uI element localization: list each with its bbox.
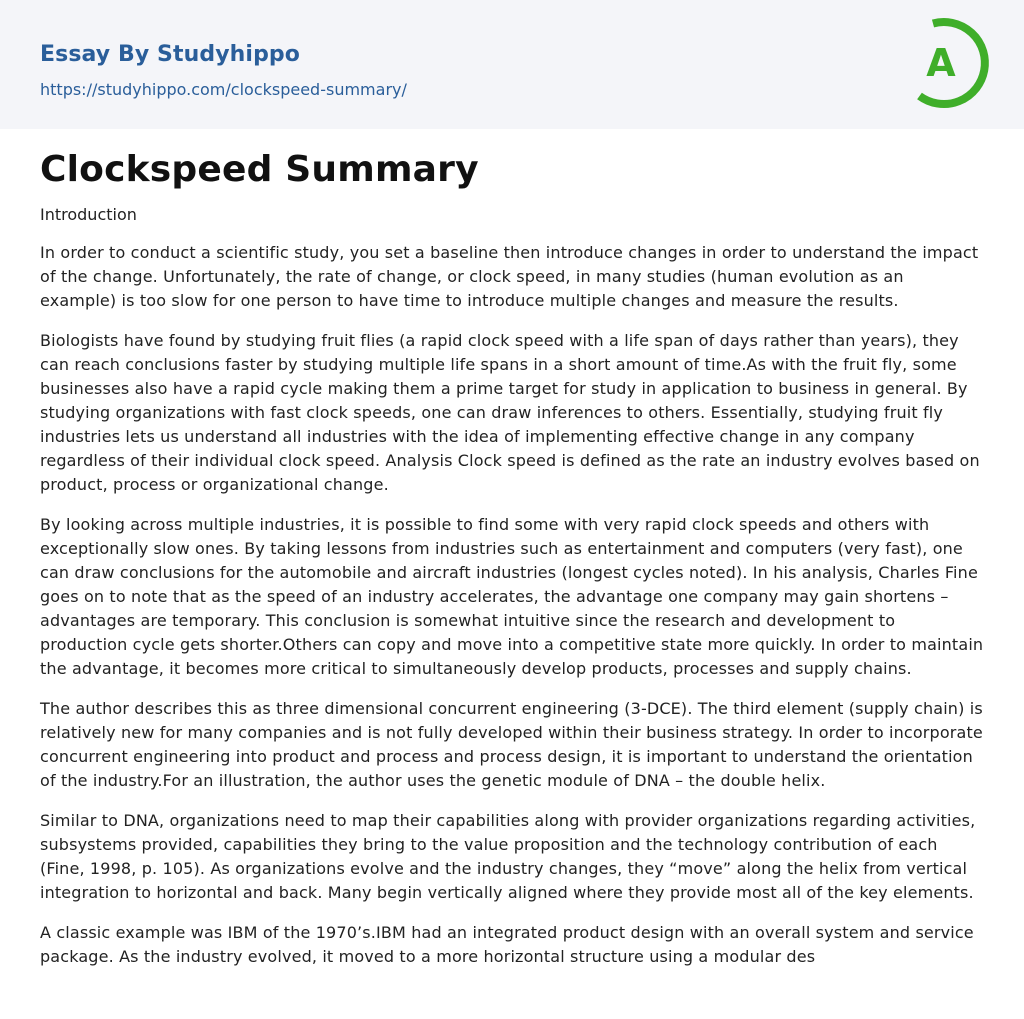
paragraph: The author describes this as three dimensional concurrent engineering (3-DCE). The third element (supply chain) is relatively new for many companies and is not fully developed within their business strategy. In order to incorporate concurrent engineering into product and process and process design, it is important to understand the orientation of the industry.For an illustration, the author uses the genetic module of DNA – the double helix.: [40, 699, 983, 790]
paragraph: A classic example was IBM of the 1970’s.IBM had an integrated product design with an overall system and service package. As the industry evolved, it moved to a more horizontal structure using a modular des: [40, 923, 974, 966]
paragraph: By looking across multiple industries, it is possible to find some with very rapid clock speeds and others with exceptionally slow ones. By taking lessons from industries such as entertainment and computers (very fast), one can draw conclusions for the automobile and aircraft industries (longest cycles noted). In his analysis, Charles Fine goes on to note that as the speed of an industry accelerates, the advantage one company may gain shortens – advantages are temporary. This conclusion is somewhat intuitive since the research and development to production cycle gets shorter.Others can copy and move into a competitive state more quickly. In order to maintain the advantage, it becomes more critical to simultaneously develop products, processes and supply chains.: [40, 515, 984, 678]
brand-title: Essay By Studyhippo: [40, 42, 300, 67]
section-heading-introduction: Introduction: [40, 205, 137, 224]
page-title: Clockspeed Summary: [40, 149, 479, 190]
article-content: [0, 148, 1024, 969]
paragraph: Similar to DNA, organizations need to map their capabilities along with provider organizations regarding activities, subsystems provided, capabilities they bring to the value proposition and the technology contribution of each (Fine, 1998, p. 105). As organizations evolve and the industry changes, they “move” along the helix from vertical integration to horizontal and back. Many begin vertically aligned where they provide most all of the key elements.: [40, 811, 976, 902]
paragraph: In order to conduct a scientific study, you set a baseline then introduce changes in order to understand the impact of the change. Unfortunately, the rate of change, or clock speed, in many studies (human evolution as an example) is too slow for one person to have time to introduce multiple changes and measure the results.: [40, 243, 979, 310]
source-url-link[interactable]: https://studyhippo.com/clockspeed-summary/: [40, 80, 407, 99]
logo-letter: A: [926, 41, 956, 85]
paragraph: Biologists have found by studying fruit flies (a rapid clock speed with a life span of days rather than years), they can reach conclusions faster by studying multiple life spans in a short amount of time.As with the fruit fly, some businesses also have a rapid cycle making them a prime target for study in application to business in general. By studying organizations with fast clock speeds, one can draw inferences to others. Essentially, studying fruit fly industries lets us understand all industries with the idea of implementing effective change in any company regardless of their individual clock speed. Analysis Clock speed is defined as the rate an industry evolves based on product, process or organizational change.: [40, 331, 980, 494]
studyhippo-logo-icon[interactable]: [897, 16, 991, 110]
page-header: [0, 0, 1024, 129]
